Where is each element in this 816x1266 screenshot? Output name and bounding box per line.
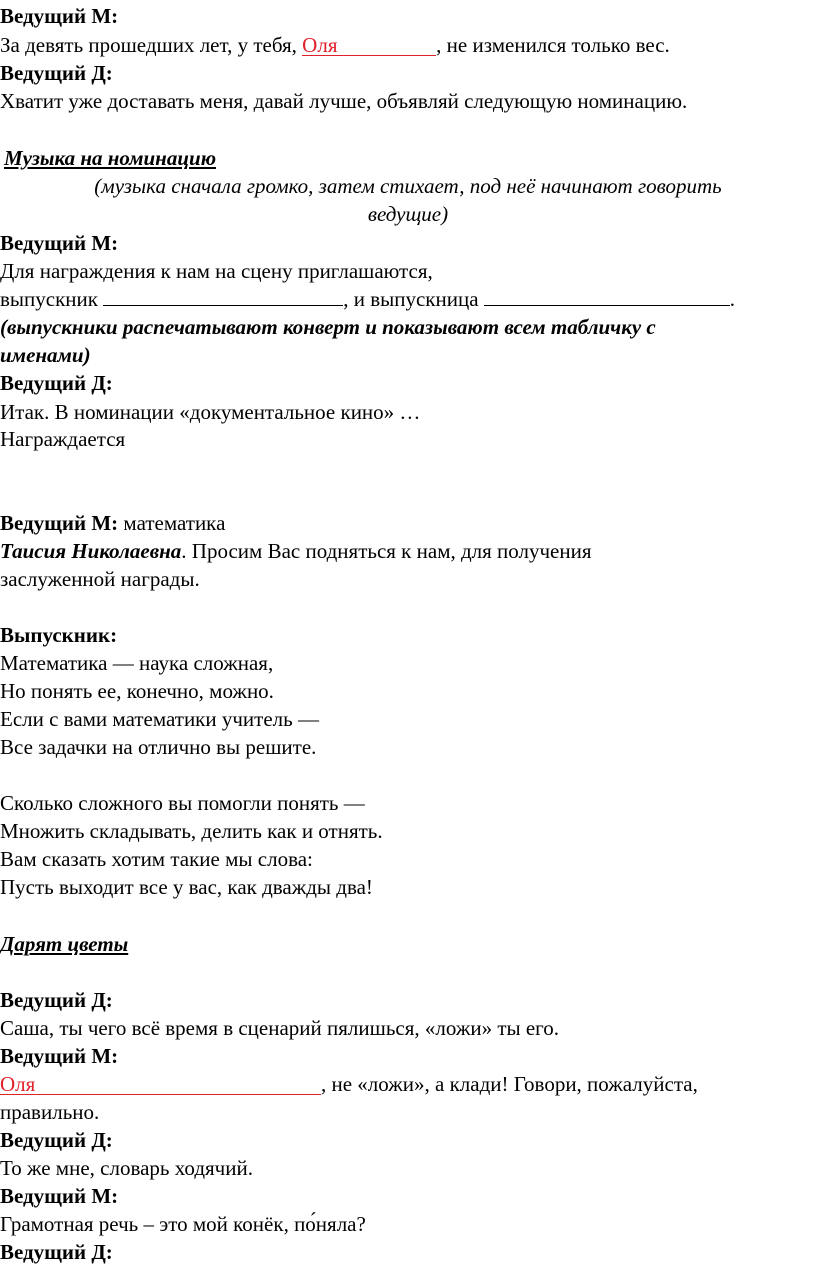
poem-line: Множить складывать, делить как и отнять. bbox=[0, 819, 383, 843]
name-fill-field bbox=[302, 31, 436, 59]
speaker-label: Ведущий Д: bbox=[0, 61, 113, 85]
stage-direction-flowers: Дарят цветы bbox=[0, 932, 129, 956]
stage-direction: (выпускники распечатывают конверт и показывают всем табличку с bbox=[0, 315, 656, 339]
teacher-name: Таисия Николаевна bbox=[0, 539, 182, 563]
dialogue-line bbox=[0, 1070, 698, 1098]
stage-direction-music: Музыка на номинацию bbox=[4, 146, 217, 170]
poem-line: Сколько сложного вы помогли понять — bbox=[0, 791, 365, 815]
speaker-label: Ведущий Д: bbox=[0, 1240, 113, 1264]
speaker-label: Ведущий Д: bbox=[0, 371, 113, 395]
poem-line: Вам сказать хотим такие мы слова: bbox=[0, 847, 313, 871]
subject-text: математика bbox=[118, 511, 226, 535]
dialogue-line: Итак. В номинации «документальное кино» … bbox=[0, 400, 421, 424]
dialogue-line: Грамотная речь – это мой конёк, по́няла? bbox=[0, 1212, 366, 1236]
graduate-blank bbox=[484, 305, 730, 306]
dialogue-line: То же мне, словарь ходячий. bbox=[0, 1156, 253, 1180]
dialogue-text: За девять прошедших лет, у тебя, bbox=[0, 33, 303, 57]
graduate-blank bbox=[103, 305, 343, 306]
speaker-label: Ведущий Д: bbox=[0, 1128, 113, 1152]
stage-direction: именами) bbox=[0, 343, 91, 367]
speaker-label: Ведущий М: bbox=[0, 231, 119, 255]
speaker-label: Ведущий Д: bbox=[0, 988, 113, 1012]
name-fill-field bbox=[0, 1070, 321, 1098]
dialogue-line: Хватит уже доставать меня, давай лучше, объявляй следующую номинацию. bbox=[0, 89, 688, 113]
poem-line: Но понять ее, конечно, можно. bbox=[0, 679, 274, 703]
dialogue-line: Саша, ты чего всё время в сценарий пялишься, «ложи» ты его. bbox=[0, 1016, 560, 1040]
name-fill-text: Оля bbox=[302, 33, 338, 57]
dialogue-text: , не изменился только вес. bbox=[436, 33, 670, 57]
speaker-label: Ведущий М: bbox=[0, 1184, 119, 1208]
dialogue-line bbox=[0, 31, 670, 59]
dialogue-line bbox=[0, 537, 592, 565]
poem-line: Если с вами математики учитель — bbox=[0, 707, 319, 731]
dialogue-text: , не «ложи», а клади! Говори, пожалуйста, bbox=[321, 1072, 698, 1096]
dialogue-line bbox=[0, 509, 225, 537]
speaker-label: Ведущий М: bbox=[0, 1044, 119, 1068]
dialogue-text: . Просим Вас подняться к нам, для получения bbox=[181, 539, 592, 563]
dialogue-text: , и выпускница bbox=[343, 287, 484, 311]
dialogue-text: выпускник bbox=[0, 287, 104, 311]
dialogue-line: правильно. bbox=[0, 1100, 100, 1124]
speaker-label: Ведущий М: bbox=[0, 4, 119, 28]
stage-direction: ведущие) bbox=[367, 202, 449, 226]
speaker-label: Выпускник: bbox=[0, 623, 118, 647]
dialogue-line: Для награждения к нам на сцену приглашаются, bbox=[0, 259, 433, 283]
dialogue-text: . bbox=[729, 287, 736, 311]
poem-line: Все задачки на отлично вы решите. bbox=[0, 735, 317, 759]
speaker-label: Ведущий М: bbox=[0, 511, 119, 535]
stage-direction: (музыка сначала громко, затем стихает, под неё начинают говорить bbox=[94, 174, 722, 198]
dialogue-line: заслуженной награды. bbox=[0, 567, 200, 591]
dialogue-line bbox=[0, 285, 735, 313]
poem-line: Пусть выходит все у вас, как дважды два! bbox=[0, 875, 373, 899]
poem-line: Математика — наука сложная, bbox=[0, 651, 274, 675]
name-fill-text: Оля bbox=[0, 1072, 36, 1096]
dialogue-line: Награждается bbox=[0, 427, 126, 451]
